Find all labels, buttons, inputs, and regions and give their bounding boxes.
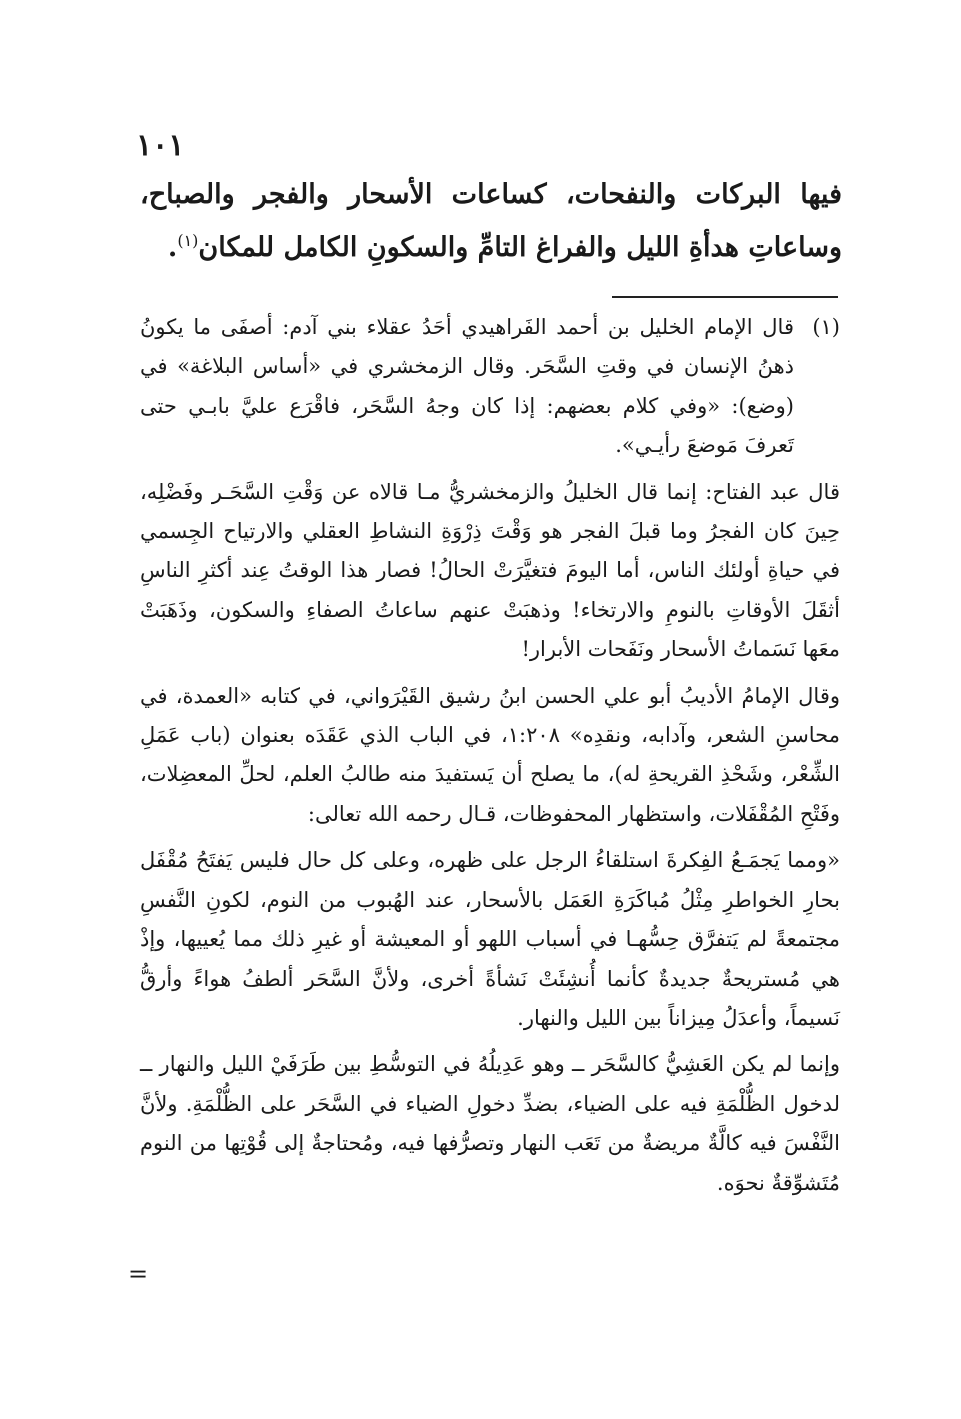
- footnote-paragraph-2: قال عبد الفتاح: إنما قال الخليلُ والزمخشريُّ مـا قالاه عن وَقْتِ السَّحَـر وفَضْلِه، حِينَ كان الفجرُ وما قبلَ الفجر هو وَقْتَ ذِرْوَةِ النشاطِ العقلي والارتياح الجِسمي في حياةِ أولئك الناس، أما اليومَ فتغيَّرَتْ الحالُ! فصار هذا الوقتُ عِند أكثرِ الناسِ أثقَلَ الأوقاتِ بالنومِ والارتخاء! وذهبَتْ عنهم ساعاتُ الصفاءِ والسكون، وذَهَبَتْ معَها نَسَماتُ الأسحار ونَفَحات الأبرار!: [140, 479, 840, 662]
- footnote-marker: (١): [812, 315, 840, 339]
- footnote-reference: (١): [177, 231, 199, 250]
- footnote-paragraph-1: [140, 308, 840, 466]
- footnote-text: قال الإمام الخليل بن أحمد الفَراهيدي أحَدُ عقلاء بني آدم: أصفَى ما يكونُ ذهنُ الإنسان في وقتِ السَّحَر. وقال الزمخشري في «أساس البلاغة» في (وضع): «وفي كلام بعضهم: إذا كان وجهُ السَّحَر، فاقْرَع عليَّ بابـي حتى تَعرفَ مَوضعَ رأيـي».: [140, 315, 794, 458]
- footnote-paragraph-4: «ومما يَجمَـعُ الفِكرةَ استلقاءُ الرجل على ظهره، وعلى كل حال فليس يَفتَحُ مُقْفَل بحارِ الخواطرِ مِثْلُ مُباكَرَةِ العَمَل بالأسحار، عند الهُبوب من النوم، لكونِ النَّفسِ مجتمعةً لم يَتفرَّق حِسُّهـا في أسباب اللهو أو المعيشة أو غيرِ ذلك مما يُعييها، وإذْ هي مُستريحةٌ جديدةٌ كأنما أُنشِئَتْ نَشأةً أخرى، ولأنَّ السَّحَر ألطفُ هواءً وأرقُّ نَسيماً، وأعدَلُ مِيزاناً بين الليل والنهار.: [140, 848, 840, 1030]
- footnote-block: [140, 308, 840, 1203]
- footnote-paragraph-3: وقال الإمامُ الأديبُ أبو علي الحسن ابنُ رشيق القَيْرَواني، في كتابه «العمدة، في محاسنِ الشعر، وآدابه، ونقدِه» ١:٢٠٨، في الباب الذي عَقَدَه بعنوان (باب عَمَلِ الشِّعْر، وشَحْذِ القريحةِ له)، ما يصلح أن يَستفيدَ منه طالبُ العلم، لحلِّ المعضِلات، وفَتْحِ المُقْفَلات، واستظهار المحفوظات، قـال رحمه الله تعالى:: [140, 683, 840, 826]
- page-number: ١٠١: [136, 128, 185, 163]
- continuation-mark: =: [128, 1260, 149, 1288]
- footnote-separator: [612, 296, 838, 298]
- main-paragraph: [140, 168, 842, 274]
- main-text-body: فيها البركات والنفحات، كساعات الأسحار والفجر والصباح، وساعاتِ هدأةِ الليل والفراغ التامِّ والسكونِ الكامل للمكان: [140, 179, 842, 263]
- main-text-end: .: [167, 232, 178, 263]
- footnote-paragraph-5: وإنما لم يكن العَشِيُّ كالسَّحَر ــ وهو عَدِيلُهُ في التوسُّطِ بين طَرَفَيْ الليل والنهار ــ لدخول الظُّلْمَةِ فيه على الضياء، بضدِّ دخولِ الضياء في السَّحَر على الظُّلْمَةِ. ولأنَّ النَّفْسَ فيه كالَّةٌ مريضةٌ من تَعَب النهار وتصرُّفها فيه، ومُحتاجةٌ إلى قُوْتِها من النوم مُتَشوِّقةٌ نحوَه.: [140, 1052, 840, 1195]
